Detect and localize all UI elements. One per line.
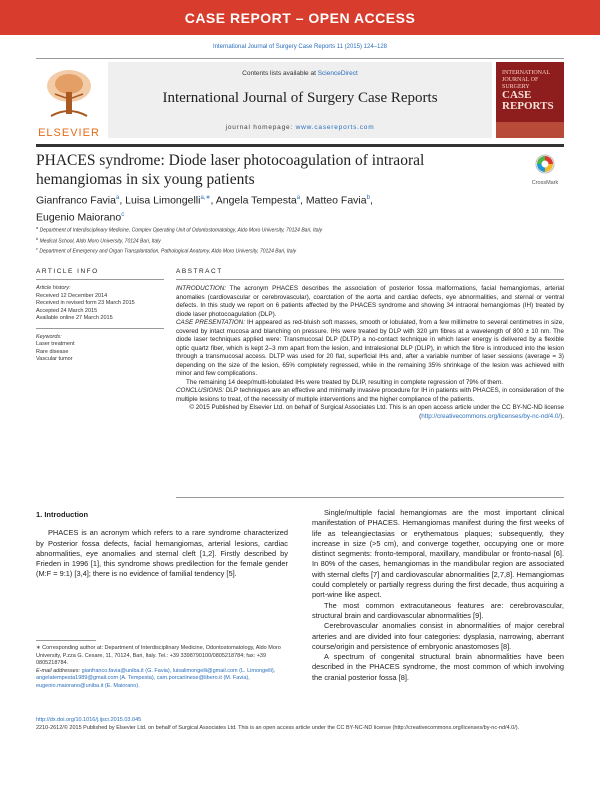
abstract-label: INTRODUCTION: (176, 285, 227, 292)
abstract-heading: ABSTRACT (176, 268, 223, 275)
abstract-text: IH appeared as red-bluish soft masses, smooth or lobulated, from a few millimetre to several centimetres in size, covered by intact mucosa and blanching on pressure. IHs were treated by DLP with 320 μm fibres at a wavelength of 800 ± 10 nm. The diode laser techniques applied were: Transmucosal DLP (DLTP) a no-contact technique in which laser energy is delivered by a flexible optic quartz fiber, which is kept 2–3 mm apart from the lesion, and Intralesional DLP (DLIP), in which the fibre is introduced into the lesion through a transmucosal access. DLTP was used for 20 flat, superficial IHs and, after a variable number of laser sessions (average = 3) depending on the size of the lesion, 65% completely regressed, while in the remaining 35% shrinkage of the lesion was achieved with minor and few complications. (176, 319, 564, 377)
abstract-rule (176, 279, 564, 280)
article-info-heading: ARTICLE INFO (36, 268, 99, 275)
affiliation-item (36, 235, 564, 246)
author-name: Angela Tempesta (215, 194, 297, 207)
history-label: Article history: (36, 285, 71, 291)
affil-mark: a (36, 225, 39, 230)
elsevier-logo[interactable] (36, 66, 102, 138)
email-label: E-mail addresses: (36, 667, 81, 674)
author-affil-mark[interactable]: b (366, 195, 370, 201)
affil-text: Medical School, Aldo Moro University, 70124 Bari, Italy (39, 238, 161, 245)
footnote-corr: ∗ Corresponding author at: Department of Interdisciplinary Medicine, Odontostomatology, Aldo Moro University, P.zza G. Cesare, 11, 70124, Bari, Italy. Tel.: +39 3398790100/0805218784; fax: +39 0805218784. (36, 645, 281, 666)
open-access-banner: CASE REPORT – OPEN ACCESS (0, 0, 600, 35)
abstract-label: CONCLUSIONS: (176, 387, 224, 394)
author-affil-mark[interactable]: a (296, 195, 301, 201)
license-link[interactable]: http://creativecommons.org/licenses/by-nc-nd/4.0/ (421, 412, 561, 420)
abstract-conclusions (176, 387, 564, 404)
license-text: © 2015 Published by Elsevier Ltd. on behalf of Surgical Associates Ltd. This is an open access article under the CC BY-NC-ND license ( (189, 404, 564, 420)
abstract-case (176, 319, 564, 379)
doi-block (36, 717, 564, 732)
body-paragraph: Cerebrovascular anomalies consist in abnormalities of major cerebral arteries and are divided into four categories: dysplasia, narrowing, aberrant course/origin and persistence of embryonic anastomoses [8]. (312, 621, 564, 651)
journal-info-box (108, 62, 492, 138)
author-name: Eugenio Maiorano (36, 211, 122, 223)
author-line-2 (36, 208, 564, 225)
header-bottom-rule (36, 144, 564, 147)
keyword-item: Vascular tumor (36, 356, 73, 362)
crossmark-badge[interactable] (526, 154, 564, 184)
affiliation-item (36, 245, 564, 256)
homepage-link[interactable]: www.casereports.com (295, 124, 375, 131)
affil-mark: c (36, 246, 38, 252)
author-affil-mark[interactable]: a,∗ (200, 195, 211, 201)
footnote-emails (36, 668, 288, 691)
license-end: ). (560, 412, 564, 420)
affil-text: Department of Interdisciplinary Medicine, Complex Operating Unit of Odontostomatology, Aldo Moro University, 70124 Bari, Italy (39, 227, 323, 234)
journal-citation[interactable]: International Journal of Surgery Case Reports 11 (2015) 124–128 (213, 44, 387, 50)
abstract-case-cont: The remaining 14 deep/multi-lobulated IHs were treated by DLIP, resulting in complete regression of 79% of them. (186, 378, 503, 386)
history-item: Received in revised form 23 March 2015 (36, 300, 135, 306)
author-affil-mark[interactable]: c (121, 211, 125, 218)
contents-line (108, 70, 492, 77)
crossmark-icon (535, 154, 555, 174)
doi-link[interactable]: http://dx.doi.org/10.1016/j.ijscr.2015.03.045 (36, 717, 142, 723)
contents-prefix: Contents lists available at (242, 70, 316, 77)
affil-text: Department of Emergency and Organ Transplantation, Pathological Anatomy, Aldo Moro University, 70124 Bari, Italy (39, 248, 297, 255)
abstract-bottom-rule (176, 497, 564, 498)
author-list (36, 191, 564, 224)
crossmark-label: CrossMark (531, 180, 559, 186)
abstract-body (176, 285, 564, 421)
introduction-heading: 1. Introduction (36, 510, 89, 519)
abstract-text: DLP techniques are an effective and minimally invasive procedure for IH in patients with PHACES, in consideration of the multiple lesions to treat, of the necessity of multiple interventions and the higher compliance of the patients. (176, 387, 564, 403)
footnote-rule (36, 640, 96, 641)
affiliations (36, 224, 564, 256)
body-paragraph: Single/multiple facial hemangiomas are the most important clinical manifestation of PHACES. Hemangiomas manifest during the first weeks of life as teleangiectasias or erythematous plaques; subsequently, they increase in size (>5 cm), and converge together, occupying one or more distinct segments: fronto-temporal, maxillary, mandibular or fronto-nasal [6]. In 80% of the cases, hemangiomas in the mandibular region are associated with sternal clefts [7] and cardiovascular abnormalities [2,7,8]. Hemangiomas could completely or partially regress during the first decade, thus acquiring a port-wine like aspect. (312, 508, 564, 600)
keyword-item: Rare disease (36, 348, 69, 355)
abstract-text: The acronym PHACES describes the association of posterior fossa malformations, facial hemangiomas, arterial anomalies (cardiovascular or cerebrovascular), coarctation of the aorta and cardiac defects, eye abnormalities, and sternal or ventral defects. In this study we report on 6 patients affected by the PHACES syndrome and showing 34 intraoral hemangiomas (IH) treated by diode laser photocoagulation (DLP). (176, 285, 565, 318)
license-statement (176, 404, 564, 421)
journal-cover-thumbnail (496, 62, 564, 138)
cover-subtitle: INTERNATIONAL JOURNAL OF SURGERY (502, 70, 550, 90)
article-history (36, 285, 164, 323)
affil-mark: b (36, 235, 39, 241)
body-left-column (36, 510, 288, 580)
elsevier-tree-icon (41, 66, 97, 120)
abstract-intro (176, 285, 564, 319)
article-title: PHACES syndrome: Diode laser photocoagulation of intraoral hemangiomas in six young patients (36, 152, 425, 188)
body-paragraph: The most common extracutaneous features are: cerebrovascular, structural brain and cardiovascular abnormalities [9]. (312, 600, 564, 620)
article-info-panel (36, 285, 164, 368)
copyright-line: 2210-2612/© 2015 Published by Elsevier Ltd. on behalf of Surgical Associates Ltd. This is an open access article under the CC BY-NC-ND license (http://creativecommons.org/licenses/by-nc-nd/4.0/). (36, 724, 520, 731)
homepage-line (108, 124, 492, 131)
keywords (36, 334, 164, 364)
author-name: Matteo Favia (305, 194, 367, 207)
author-line-1: Gianfranco Favia$^a$, Luisa Limongelli$^{a,∗}$, Angela Tempesta$^a$, Matteo Favia$^b$, (36, 194, 373, 207)
corresponding-author-footnote (36, 645, 288, 690)
email-list[interactable]: gianfranco.favia@uniba.it (G. Favia), luisalimongelli@gmail.com (L. Limongelli), angelatempesta1989@gmail.com (A. Tempesta), cam.porcariinese@libero.it (M. Favia), eugenio.maiorano@uniba.it (E. Maiorano). (36, 667, 276, 689)
cover-band (496, 122, 564, 138)
publisher-name: ELSEVIER (38, 127, 100, 139)
history-item: Available online 27 March 2015 (36, 315, 113, 321)
info-divider (36, 328, 164, 329)
journal-header (36, 58, 564, 142)
body-paragraph: A spectrum of congenital structural brain abnormalities have been described in the PHACES syndrome, the most common of which involving the cranial posterior fossa [8]. (312, 652, 564, 682)
affiliation-item (36, 224, 564, 235)
body-paragraph: PHACES is an acronym which refers to a rare syndrome characterized by Posterior fossa defects, facial hemangiomas, arterial lesions, cardiac abnormalities, eye anomalies and sternal cleft [1,2]. Firstly described by Frieden in 1996 [1], this syndrome shows predilection for the female gender (M:F = 9:1) [3,4]; there is no evidence of familial tendency [5]. (36, 528, 288, 579)
journal-title: International Journal of Surgery Case Reports (162, 90, 438, 106)
cover-title: CASE REPORTS (502, 89, 554, 112)
keywords-label: Keywords: (36, 333, 62, 340)
history-item: Received 12 December 2014 (36, 292, 108, 299)
article-info-rule (36, 279, 164, 280)
history-item: Accepted 24 March 2015 (36, 307, 98, 314)
sciencedirect-link[interactable]: ScienceDirect (317, 70, 358, 77)
author-affil-mark[interactable]: a (115, 195, 120, 201)
keyword-item: Laser treatment (36, 341, 75, 347)
body-right-column (312, 508, 564, 683)
author-name: Gianfranco Favia (36, 194, 116, 207)
abstract-label: CASE PRESENTATION: (176, 319, 245, 326)
homepage-prefix: journal homepage: (225, 124, 294, 131)
author-name: Luisa Limongelli (125, 194, 201, 207)
